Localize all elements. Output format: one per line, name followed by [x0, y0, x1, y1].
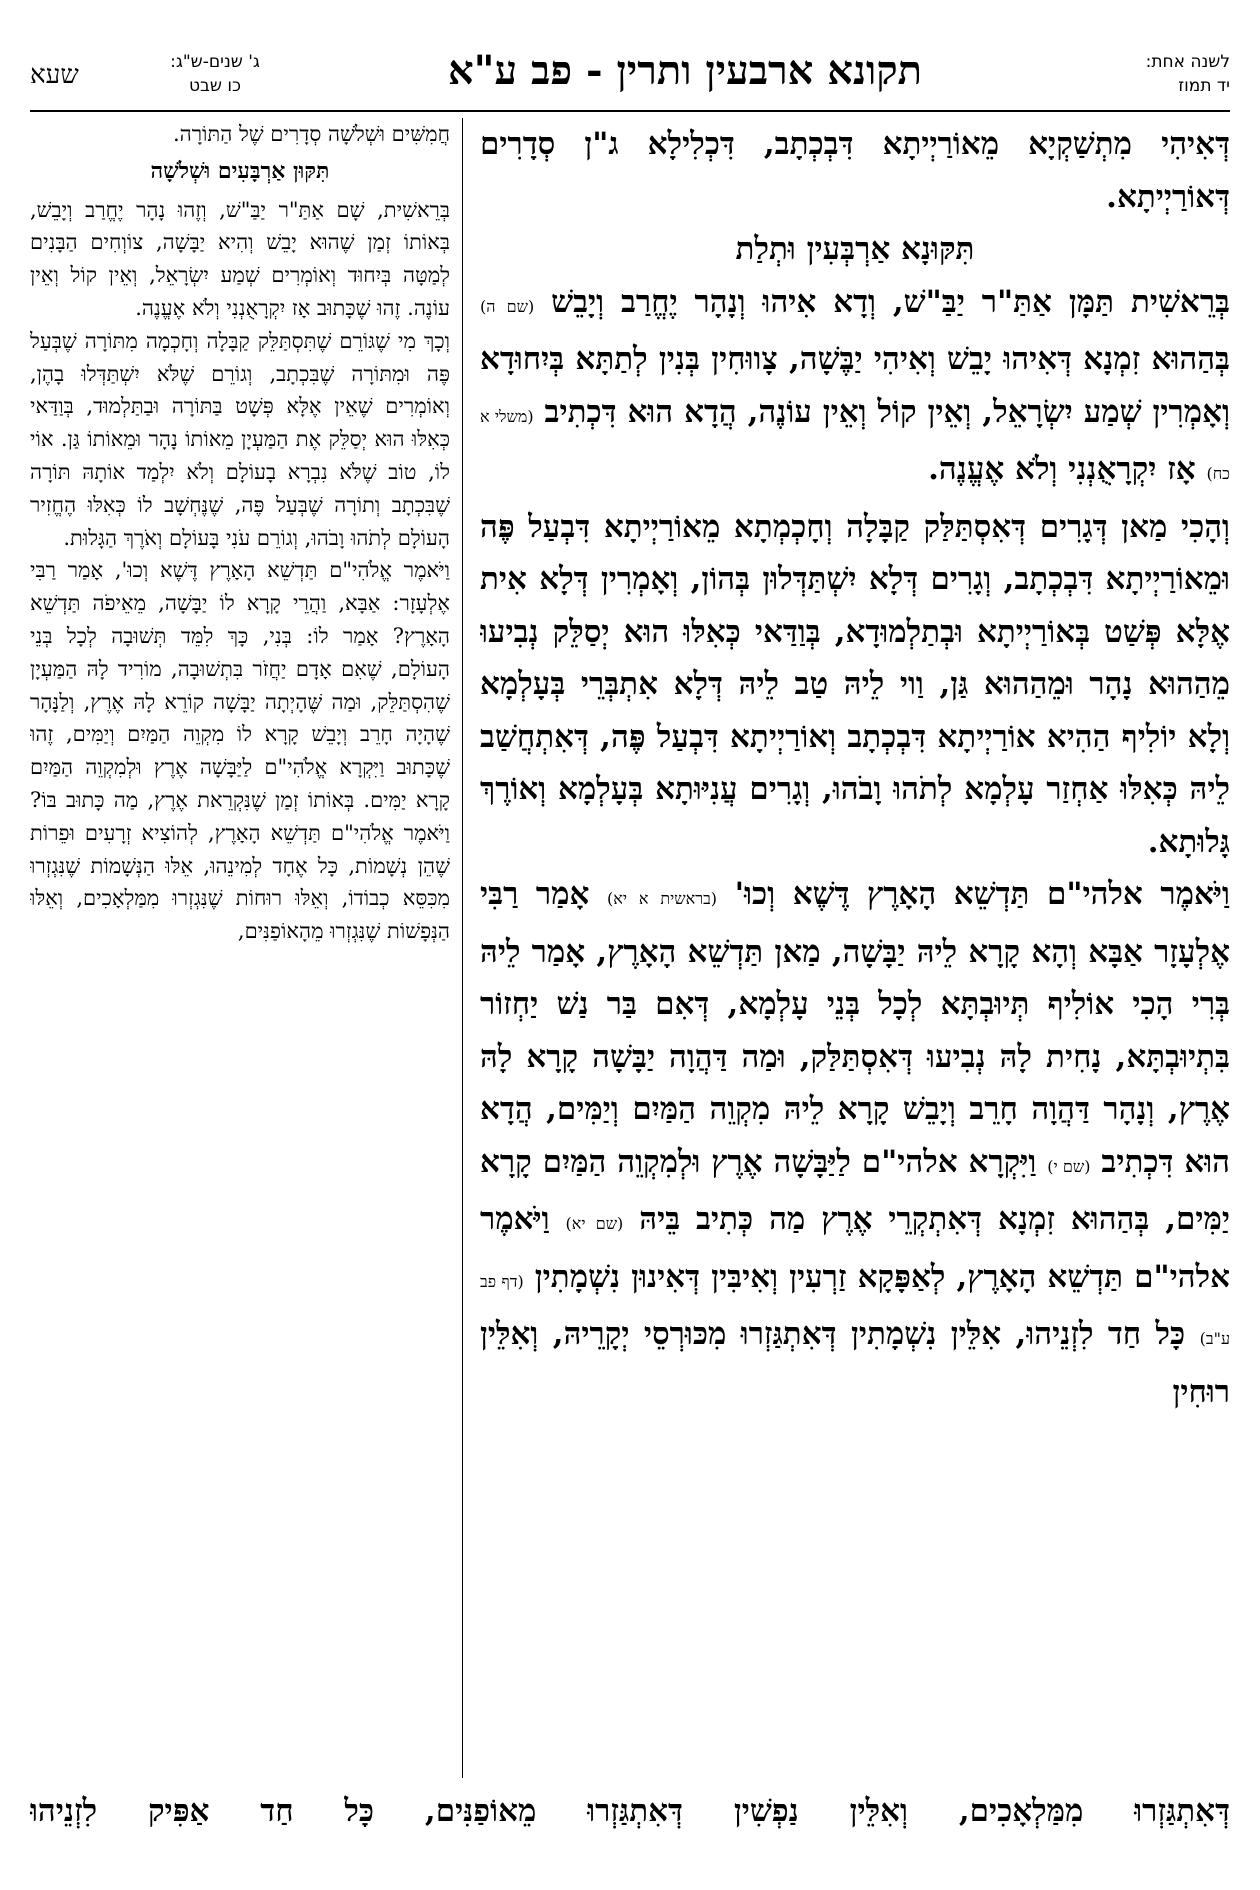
main-text: בְּהַהוּא זִמְנָא דְּאִיהוּ יָבֵשׁ וְאִיהִי יַבֶּשָׁה, צָווּחִין בְּנִין לְתַתָּא בְּיִחוּדָא וְאָמְרִין שְׁמַע יִשְׂרָאֵל, וְאֵין קוֹל וְאֵין עוֹנֶה, הֲדָא הוּא דִּכְתִיב — [480, 341, 1230, 430]
main-text: אָז יִקְרָאֻנְנִי וְלֹא אֶעֱנֶה. — [928, 451, 1196, 487]
side-paragraph-4: וַיֹּאמֶר אֱלֹהִי"ם תַּדְשֵׁא הָאָרֶץ דֶּשֶׁא וְכוּ', אָמַר רַבִּי אֶלְעָזָר: אַבָּא, וַהֲרֵי קָרָא לוֹ יַבָּשָׁה, מֵאֵיפֹה תַּדְשֵׁא הָאָרֶץ? אָמַר לוֹ: בְּנִי, כָּךְ לִמֵּד תְּשׁוּבָה לְכָל בְּנֵי הָעוֹלָם, שֶׁאִם אָדָם יַחֲזֹר בִּתְשׁוּבָה, מוֹרִיד לָהּ הַמַּעְיָן שֶׁהִסְתַּלֵּק, וּמַה שֶּׁהָיְתָה יַבָּשָׁה קוֹרֵא לָהּ אֶרֶץ, וְלַנָּהָר שֶׁהָיָה חָרֵב וְיָבֵשׁ קָרָא לוֹ מִקְוֵה הַמַּיִם וְיַמִּים, זֶהוּ שֶׁכָּתוּב וַיִּקְרָא אֱלֹהִי"ם לַיַּבָּשָׁה אֶרֶץ וּלְמִקְוֵה הַמַּיִם קָרָא יַמִּים. בְּאוֹתוֹ זְמַן שֶׁנִּקְרֵאת אֶרֶץ, מַה כָּתוּב בּוֹ? וַיֹּאמֶר אֱלֹהִי"ם תַּדְשֵׁא הָאָרֶץ, לְהוֹצִיא זְרָעִים וּפֵרוֹת שֶׁהֵן נְשָׁמוֹת, כָּל אֶחָד לְמִינֵהוּ, אֵלּוּ הַנְּשָׁמוֹת שֶׁנִּגְזְרוּ מִכִּסֵּא כְבוֹדוֹ, וְאֵלּוּ רוּחוֹת שֶׁנִּגְזְרוּ מִמַּלְאָכִים, וְאֵלּוּ הַנְּפָשׁוֹת שֶׁנִּגְזְרוּ מֵהָאוֹפַנִּים, — [30, 558, 450, 944]
source-reference: (בראשית א יא) — [606, 889, 718, 908]
side-paragraph-1: חֲמִשִּׁים וּשְׁלֹשָׁה סְדָרִים שֶׁל הַתּוֹרָה. — [172, 122, 450, 146]
main-paragraph-1: דְּאִיהִי מִתְשַׁקְיָא מֵאוֹרַיְיתָא דִּבְכְתָב, דִּכְלִילָא ג"ן סְדָרִים דְּאוֹרַיְיתָא. — [480, 126, 1230, 215]
schedule-three-years-date: כו שבט — [189, 76, 241, 96]
main-text: וַיֹּאמֶר אלהי"ם תַּדְשֵׁא הָאָרֶץ, לְאַפָּקָא זַרְעִין וְאִיבִּין דְּאִינוּן נִשְׁמָתִין — [480, 1201, 1230, 1295]
schedule-one-year-label: לשנה אחת: — [1145, 52, 1230, 72]
main-paragraph-3: וְהָכִי מַאן דְּגָרִים דְּאִסְתַּלַּק קַבָּלָה וְחָכְמְתָא מֵאוֹרַיְיתָא דִּבְעַל פֶּה וּמֵאוֹרַיְיתָא דִּבְכְתָב, וְגָרִים דְּלָא יִשְׁתַּדְּלוּן בְּהוֹן, וְאָמְרִין דְּלָא אִית אֶלָּא פְּשַׁט בְּאוֹרַיְיתָא וּבְתַלְמוּדָא, בְּוַדַּאי כְּאִלּוּ הוּא יְסַלֵּק נְבִיעוּ מֵהַהוּא נָהָר וּמֵהַהוּא גַּן, וַוי לֵיהּ טַב לֵיהּ דְּלָא אִתְבְּרֵי בְּעָלְמָא וְלָא יוֹלִיף הַהִיא אוֹרַיְיתָא דִּבְכְתָב וְאוֹרַיְיתָא דִּבְעַל פֶּה, דְּאִתְחֲשַׁב לֵיהּ כְּאִלּוּ אַחְזַר עָלְמָא לְתֹהוּ וָבֹהוּ, וְגָרִים עֲנִיּוּתָא בְּעָלְמָא וְאוֹרֶךְ גָּלוּתָא. — [480, 508, 1230, 860]
source-reference: (שם ה) — [480, 296, 535, 316]
main-text: וַיֹּאמֶר אלהי"ם תַּדְשֵׁא הָאָרֶץ דֶּשֶׁא וְכוּ' — [734, 876, 1230, 912]
main-text: וַיִּקְרָא אלהי"ם לַיַּבָּשָׁה אֶרֶץ וּלְמִקְוֵה הַמַּיִם קָרָא יַמִּים, בְּהַהוּא זִמְנָא דְּאִתְקְרֵי אֶרֶץ מַה כְּתִיב בֵּיהּ — [480, 1143, 1230, 1237]
page — [30, 40, 1230, 1860]
side-section-heading: תִּקּוּן אַרְבָּעִים וּשְׁלֹשָׁה — [150, 157, 330, 184]
main-text: אָמַר רַבִּי אֶלְעָזָר אַבָּא וְהָא קָרָא לֵיהּ יַבָּשָׁה, מַאן תַּדְשֵׁא הָאָרֶץ, אָמַר לֵיהּ בְּרִי הָכִי אוֹלִיף תְּיוּבְתָּא לְכָל בְּנֵי עָלְמָא, דְּאִם בַּר נַשׁ יַחְזוֹר בִּתְיוּבְתָּא, נָחִית לָהּ נְבִיעוּ דְּאִסְתַּלַּק, וּמַה דַּהֲוָה יַבָּשָׁה קָרָא לָהּ אֶרֶץ, וְנָהָר דַּהֲוָה חָרֵב וְיָבֵשׁ קָרָא לֵיהּ מִקְוֵה הַמַּיִם וְיַמִּים, הֲדָא הוּא דִּכְתִיב — [480, 876, 1230, 1180]
bottom-full-width-line: דְּאִתְגַּזְרוּ מִמַּלְאָכִים, וְאִלֵּין נַפְשִׁין דְּאִתְגַּזְרוּ מֵאוֹפַנִּים, כָּל חַד אַפִּיק לִזְנֵיהוּ — [30, 1793, 1230, 1829]
side-paragraph-2: בְּרֵאשִׁית, שָׁם אַתַּ"ר יַבַּ"שׁ, וְזֶהוּ נָהָר יֶחֱרַב וְיָבֵשׁ, בְּאוֹתוֹ זְמַן שֶׁהוּא יָבֵשׁ וְהִיא יַבָּשָׁה, צוֹוְחִים הַבָּנִים לְמַטָּה בְּיִחוּד וְאוֹמְרִים שְׁמַע יִשְׂרָאֵל, וְאֵין קוֹל וְאֵין עוֹנֶה. זֶהוּ שֶׁכָּתוּב אָז יִקְרָאֻנְנִי וְלֹא אֶעֱנֶה. — [30, 197, 450, 320]
header-divider — [30, 110, 1230, 112]
page-header — [30, 40, 1230, 104]
schedule-three-years — [140, 50, 290, 98]
main-section-heading: תִּקּוּנָא אַרְבְּעִין וּתְלַת — [735, 231, 975, 267]
page-number: שעא — [30, 60, 79, 90]
source-reference: (שם י) — [1047, 1156, 1091, 1176]
page-title: תקונא ארבעין ותרין - פב ע"א — [447, 47, 923, 94]
main-paragraph-2 — [480, 276, 1230, 501]
main-text: בְּרֵאשִׁית תַּמָּן אַתַּ"ר יַבַּ"שׁ, וְדָא אִיהוּ וְנָהָר יֶחֱרַב וְיָבֵשׁ — [551, 283, 1230, 320]
source-reference: (שם יא) — [565, 1214, 624, 1233]
main-column-aramaic — [480, 118, 1230, 1778]
main-paragraph-4 — [480, 868, 1230, 1418]
column-divider — [462, 118, 463, 1778]
side-column-translation — [30, 118, 450, 1778]
schedule-three-years-label: ג' שנים-ש"ג: — [170, 52, 260, 72]
source-reference: (דף פב ע"ב) — [480, 1271, 1230, 1348]
side-paragraph-3: וְכָךְ מִי שֶׁגּוֹרֵם שֶׁתִּסְתַּלֵּק קַבָּלָה וְחָכְמָה מִתּוֹרָה שֶׁבְּעַל פֶּה וּמִתּוֹרָה שֶׁבִּכְתָב, וְגוֹרֵם שֶׁלֹּא יִשְׁתַּדְּלוּ בָהֶן, וְאוֹמְרִים שֶׁאֵין אֶלָּא פְּשָׁט בַּתּוֹרָה וּבַתַּלְמוּד, בְּוַדַּאי כְּאִלּוּ הוּא יְסַלֵּק אֶת הַמַּעְיָן מֵאוֹתוֹ נָהָר וּמֵאוֹתוֹ גַּן. אוֹי לוֹ, טוֹב שֶׁלֹּא נִבְרָא בָעוֹלָם וְלֹא יִלְמַד אוֹתָהּ תּוֹרָה שֶׁבִּכְתָב וְתוֹרָה שֶׁבְּעַל פֶּה, שֶׁנֶּחְשָׁב לוֹ כְּאִלּוּ הֶחֱזִיר הָעוֹלָם לְתֹהוּ וָבֹהוּ, וְגוֹרֵם עֹנִי בָּעוֹלָם וְאֹרֶךְ הַגָּלוּת. — [30, 328, 450, 550]
source-reference: (משלי א כח) — [480, 406, 1230, 483]
schedule-one-year-date: יד תמוז — [1178, 76, 1230, 96]
main-text: כָּל חַד לִזְנֵיהוּ, אִלֵּין נִשְׁמָתִין דְּאִתְגַּזְרוּ מִכּוּרְסֵי יְקָרֵיהּ, וְאִלֵּין רוּחִין — [480, 1316, 1230, 1410]
schedule-one-year — [1060, 50, 1230, 98]
